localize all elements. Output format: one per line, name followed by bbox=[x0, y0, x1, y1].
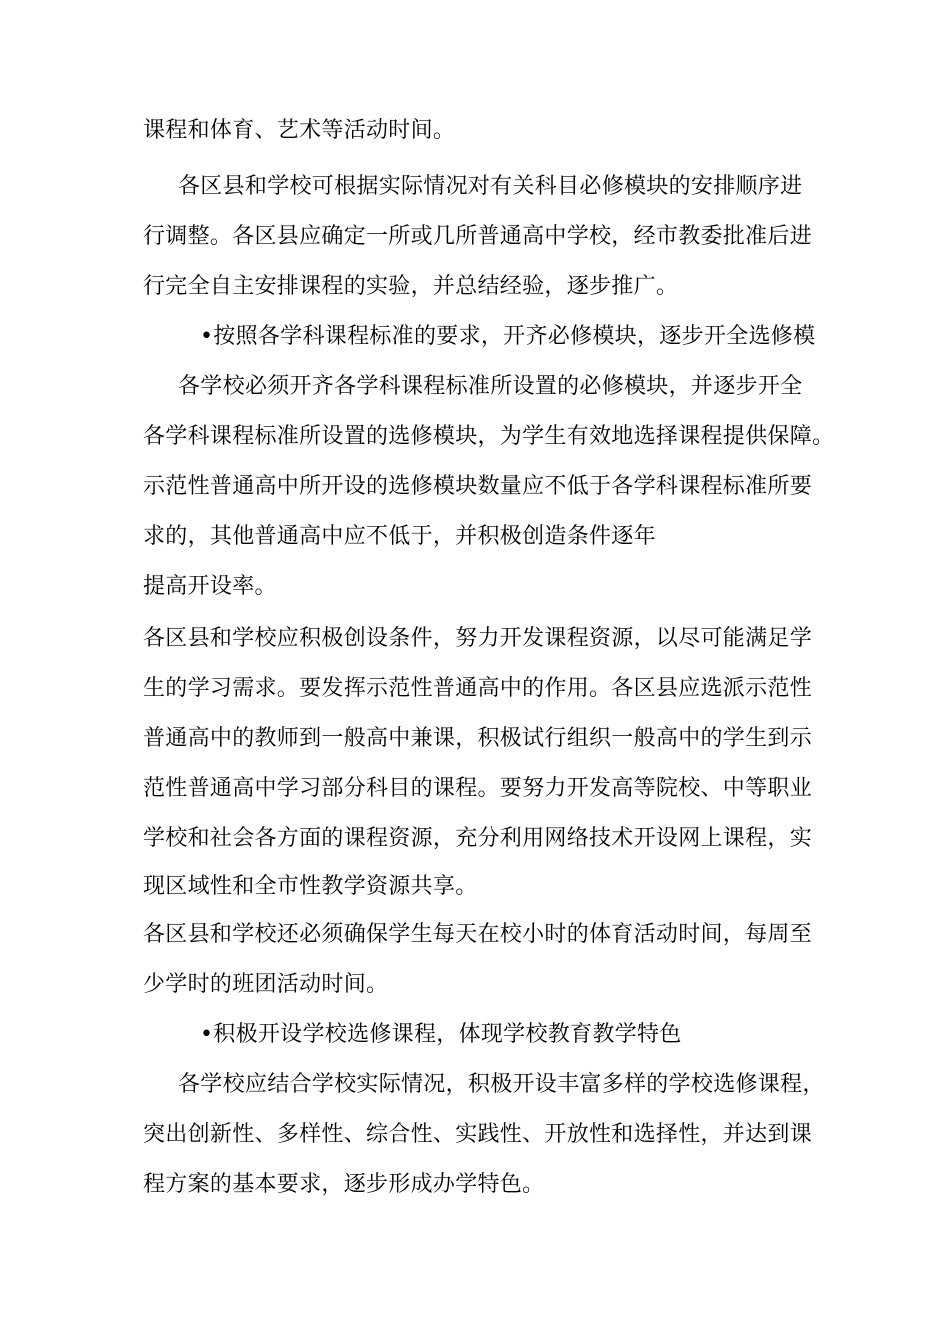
text-line: 程方案的基本要求，逐步形成办学特色。 bbox=[143, 1172, 545, 1197]
text-line: 提高开设率。 bbox=[143, 574, 277, 599]
text-line: 课程和体育、艺术等活动时间。 bbox=[143, 118, 456, 143]
text-line: 现区域性和全市性教学资源共享。 bbox=[143, 874, 478, 899]
text-line: 生的学习需求。要发挥示范性普通高中的作用。各区县应选派示范性 bbox=[143, 676, 813, 701]
text-line: 行完全自主安排课程的实验，并总结经验，逐步推广。 bbox=[143, 274, 679, 299]
text-line: 突出创新性、多样性、综合性、实践性、开放性和选择性，并达到课 bbox=[143, 1122, 813, 1147]
text-line: 示范性普通高中所开设的选修模块数量应不低于各学科课程标准所要 bbox=[143, 474, 813, 499]
text-line: 少学时的班团活动时间。 bbox=[143, 972, 389, 997]
bullet-heading: •按照各学科课程标准的要求，开齐必修模块，逐步开全选修模 bbox=[200, 324, 816, 349]
paragraph-start-line: 各区县和学校可根据实际情况对有关科目必修模块的安排顺序进 bbox=[178, 174, 803, 199]
bullet-heading: •积极开设学校选修课程，体现学校教育教学特色 bbox=[200, 1022, 682, 1047]
text-line: 行调整。各区县应确定一所或几所普通高中学校，经市教委批准后进 bbox=[143, 224, 813, 249]
text-line: 学校和社会各方面的课程资源，充分利用网络技术开设网上课程，实 bbox=[143, 826, 813, 851]
text-line: 各学科课程标准所设置的选修模块，为学生有效地选择课程提供保障。 bbox=[143, 424, 835, 449]
paragraph-start-line: 各学校应结合学校实际情况，积极开设丰富多样的学校选修课程， bbox=[178, 1072, 825, 1097]
text-line: 求的，其他普通高中应不低于，并积极创造条件逐年 bbox=[143, 524, 656, 549]
paragraph-start-line: 各区县和学校还必须确保学生每天在校小时的体育活动时间，每周至 bbox=[143, 922, 813, 947]
text-line: 普通高中的教师到一般高中兼课，积极试行组织一般高中的学生到示 bbox=[143, 726, 813, 751]
text-line: 范性普通高中学习部分科目的课程。要努力开发高等院校、中等职业 bbox=[143, 776, 813, 801]
paragraph-start-line: 各区县和学校应积极创设条件，努力开发课程资源，以尽可能满足学 bbox=[143, 626, 813, 651]
paragraph-start-line: 各学校必须开齐各学科课程标准所设置的必修模块，并逐步开全 bbox=[178, 374, 803, 399]
